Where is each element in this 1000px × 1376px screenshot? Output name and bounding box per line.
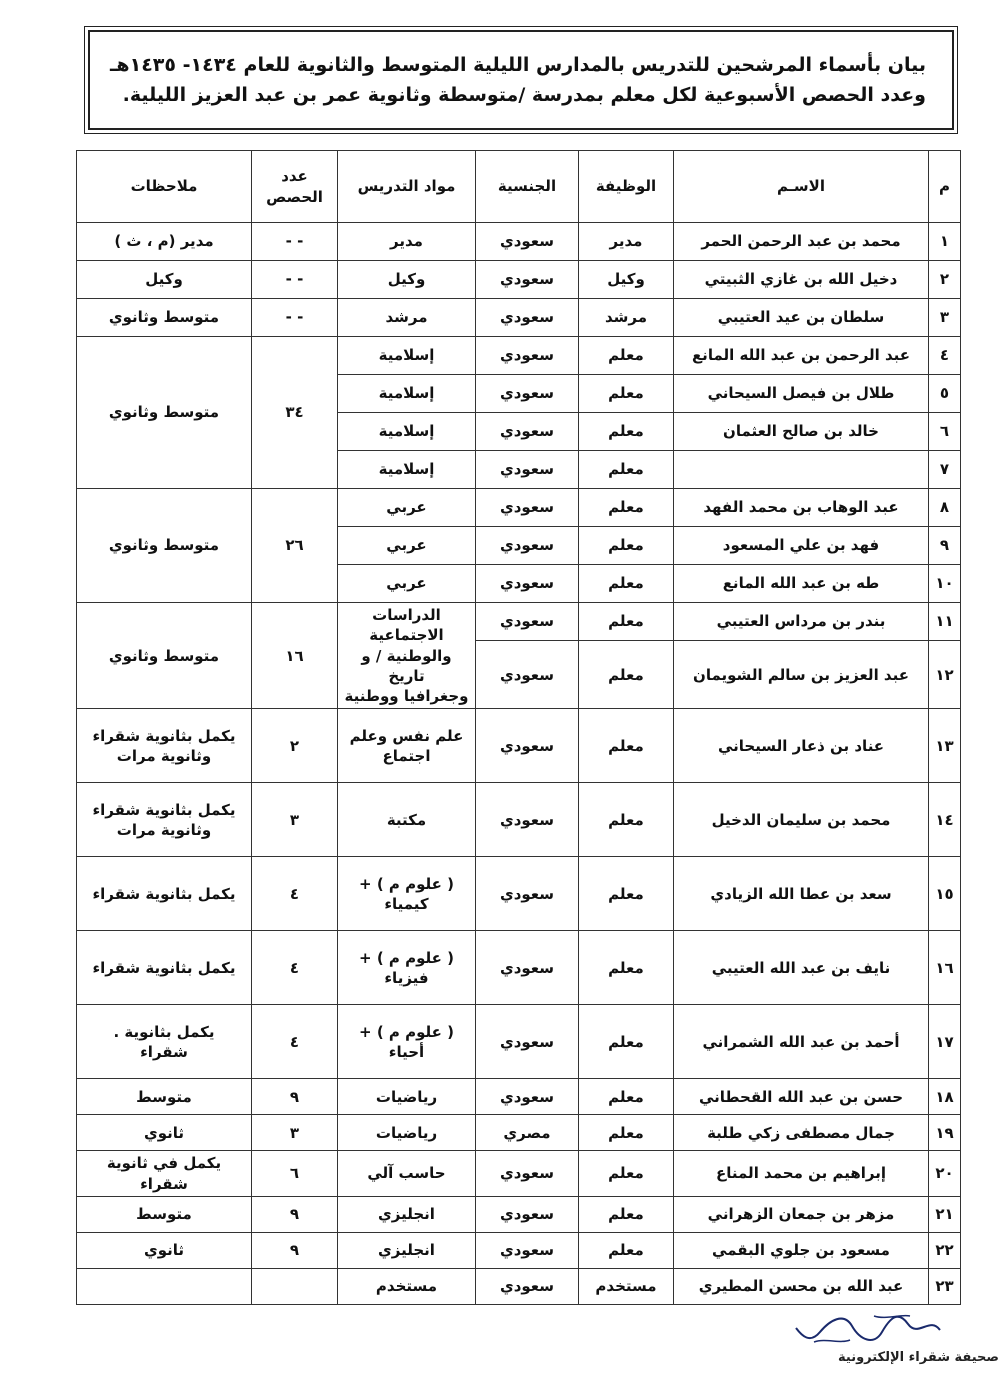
cell-job: معلم [579,783,674,857]
cell-nationality: مصري [476,1115,579,1151]
cell-num: ٢ [929,261,961,299]
cell-num: ١٨ [929,1079,961,1115]
cell-job: مستخدم [579,1268,674,1304]
cell-name: حسن بن عبد الله القحطاني [674,1079,929,1115]
cell-name: محمد بن سليمان الدخيل [674,783,929,857]
cell-nationality: سعودي [476,375,579,413]
cell-nationality: سعودي [476,857,579,931]
cell-job: مرشد [579,299,674,337]
cell-name: عبد الوهاب بن محمد الفهد [674,489,929,527]
cell-notes: ثانوي [77,1115,252,1151]
cell-num: ٢٣ [929,1268,961,1304]
handwritten-signature [790,1310,950,1346]
cell-job: معلم [579,527,674,565]
header-title-line-2: وعدد الحصص الأسبوعية لكل معلم بمدرسة /متوسطة وثانوية عمر بن عبد العزيز الليلية. [122,84,926,106]
cell-notes: متوسط [77,1079,252,1115]
cell-job: معلم [579,1005,674,1079]
cell-nationality: سعودي [476,1232,579,1268]
cell-nationality: سعودي [476,451,579,489]
cell-name: عبد العزيز بن سالم الشويمان [674,641,929,709]
cell-nationality: سعودي [476,1196,579,1232]
cell-job: معلم [579,375,674,413]
cell-job: معلم [579,857,674,931]
cell-job: معلم [579,451,674,489]
cell-name: دخيل الله بن غازي الثبيتي [674,261,929,299]
cell-name: عبد الرحمن بن عبد الله المانع [674,337,929,375]
cell-num: ٩ [929,527,961,565]
header-job: الوظيفة [579,151,674,223]
cell-subject: إسلامية [338,451,476,489]
cell-nationality: سعودي [476,1151,579,1197]
cell-notes: وكيل [77,261,252,299]
cell-nationality: سعودي [476,641,579,709]
newspaper-watermark: صحيفة شقراء الإلكترونية [838,1350,999,1365]
cell-nationality: سعودي [476,413,579,451]
cell-nationality: سعودي [476,565,579,603]
header-notes: ملاحظات [77,151,252,223]
cell-name: طه بن عبد الله المانع [674,565,929,603]
cell-num: ١٥ [929,857,961,931]
cell-periods [252,1268,338,1304]
table-row [77,1115,961,1151]
cell-notes: مدير (م ، ث ) [77,223,252,261]
cell-notes: متوسط [77,1196,252,1232]
cell-subject: ( علوم م ) + كيمياء [338,857,476,931]
cell-notes: متوسط وثانوي [77,337,252,489]
cell-notes: يكمل في ثانوية شقراء [77,1151,252,1197]
cell-num: ١١ [929,603,961,641]
cell-periods: ٩ [252,1232,338,1268]
cell-name: أحمد بن عبد الله الشمراني [674,1005,929,1079]
cell-name: بندر بن مرداس العتيبي [674,603,929,641]
cell-periods: ٢٦ [252,489,338,603]
cell-name: مسعود بن جلوي البقمي [674,1232,929,1268]
cell-job: معلم [579,565,674,603]
cell-num: ١٧ [929,1005,961,1079]
cell-job: معلم [579,1232,674,1268]
table-row [77,489,961,527]
cell-notes: متوسط وثانوي [77,299,252,337]
document-header [88,30,954,130]
cell-num: ١٤ [929,783,961,857]
table-row [77,603,961,641]
cell-subject: انجليزي [338,1232,476,1268]
cell-num: ١٢ [929,641,961,709]
cell-periods: ٩ [252,1196,338,1232]
cell-periods: ٣٤ [252,337,338,489]
cell-job: معلم [579,1151,674,1197]
cell-num: ٢٢ [929,1232,961,1268]
cell-subject: وكيل [338,261,476,299]
cell-periods: ٤ [252,1005,338,1079]
table-row [77,1151,961,1197]
cell-notes: ثانوي [77,1232,252,1268]
cell-num: ١٠ [929,565,961,603]
cell-subject: مكتبة [338,783,476,857]
table-row [77,261,961,299]
cell-subject: عربي [338,489,476,527]
cell-job: معلم [579,413,674,451]
cell-subject: رياضيات [338,1079,476,1115]
cell-num: ٢٠ [929,1151,961,1197]
cell-nationality: سعودي [476,603,579,641]
cell-job: معلم [579,641,674,709]
cell-job: معلم [579,1079,674,1115]
cell-num: ٣ [929,299,961,337]
cell-subject: مدير [338,223,476,261]
cell-notes [77,1268,252,1304]
cell-job: معلم [579,931,674,1005]
cell-job: معلم [579,337,674,375]
cell-subject: انجليزي [338,1196,476,1232]
cell-num: ٤ [929,337,961,375]
cell-notes: يكمل بثانوية . شقراء [77,1005,252,1079]
cell-nationality: سعودي [476,337,579,375]
cell-nationality: سعودي [476,223,579,261]
cell-nationality: سعودي [476,299,579,337]
cell-name: خالد بن صالح العثمان [674,413,929,451]
cell-nationality: سعودي [476,489,579,527]
cell-periods: ٤ [252,931,338,1005]
cell-num: ١٩ [929,1115,961,1151]
cell-subject: علم نفس وعلم اجتماع [338,709,476,783]
cell-notes: يكمل بثانوية شقراء وثانوية مرات [77,783,252,857]
cell-name: محمد بن عبد الرحمن الحمر [674,223,929,261]
cell-job: معلم [579,1196,674,1232]
cell-name: سعد بن عطا الله الزيادي [674,857,929,931]
cell-nationality: سعودي [476,709,579,783]
cell-num: ١٦ [929,931,961,1005]
cell-nationality: سعودي [476,931,579,1005]
cell-name: نايف بن عبد الله العتيبي [674,931,929,1005]
cell-subject: إسلامية [338,375,476,413]
cell-subject: عربي [338,527,476,565]
table-row [77,857,961,931]
cell-subject: إسلامية [338,413,476,451]
cell-nationality: سعودي [476,1079,579,1115]
cell-notes: متوسط وثانوي [77,603,252,709]
cell-nationality: سعودي [476,527,579,565]
cell-nationality: سعودي [476,1268,579,1304]
cell-name: عناد بن ذعار السيحاني [674,709,929,783]
table-row [77,1196,961,1232]
cell-subject: رياضيات [338,1115,476,1151]
cell-subject: ( علوم م ) + فيزياء [338,931,476,1005]
cell-name: طلال بن فيصل السيحاني [674,375,929,413]
cell-notes: متوسط وثانوي [77,489,252,603]
cell-name: إبراهيم بن محمد المناع [674,1151,929,1197]
cell-job: معلم [579,603,674,641]
cell-nationality: سعودي [476,261,579,299]
table-row [77,1232,961,1268]
cell-name: مزهر بن جمعان الزهراني [674,1196,929,1232]
cell-periods: - - [252,261,338,299]
cell-subject: عربي [338,565,476,603]
cell-nationality: سعودي [476,783,579,857]
cell-name: عبد الله بن محسن المطيري [674,1268,929,1304]
cell-num: ٢١ [929,1196,961,1232]
table-row [77,223,961,261]
cell-job: مدير [579,223,674,261]
cell-job: معلم [579,489,674,527]
header-num: م [929,151,961,223]
table-row [77,1268,961,1304]
header-subjects: مواد التدريس [338,151,476,223]
cell-notes: يكمل بثانوية شقراء [77,857,252,931]
cell-num: ٧ [929,451,961,489]
cell-subject: إسلامية [338,337,476,375]
header-name: الاسـم [674,151,929,223]
cell-periods: ٣ [252,1115,338,1151]
cell-subject: مرشد [338,299,476,337]
cell-periods: ٢ [252,709,338,783]
cell-periods: ٤ [252,857,338,931]
cell-periods: - - [252,299,338,337]
cell-job: معلم [579,709,674,783]
table-row [77,337,961,375]
cell-periods: ١٦ [252,603,338,709]
cell-periods: ٣ [252,783,338,857]
cell-periods: ٦ [252,1151,338,1197]
cell-notes: يكمل بثانوية شقراء وثانوية مرات [77,709,252,783]
cell-num: ٦ [929,413,961,451]
header-periods: عدد الحصص [252,151,338,223]
table-row [77,1079,961,1115]
cell-name: فهد بن علي المسعود [674,527,929,565]
table-row [77,299,961,337]
candidates-table [76,150,961,1305]
cell-name: جمال مصطفى زكي طلبة [674,1115,929,1151]
cell-name [674,451,929,489]
cell-notes: يكمل بثانوية شقراء [77,931,252,1005]
cell-subject: حاسب آلي [338,1151,476,1197]
cell-job: معلم [579,1115,674,1151]
cell-job: وكيل [579,261,674,299]
page-footer [0,1306,1000,1376]
cell-num: ٨ [929,489,961,527]
table-row [77,931,961,1005]
cell-nationality: سعودي [476,1005,579,1079]
cell-name: سلطان بن عيد العتيبي [674,299,929,337]
table-row [77,783,961,857]
header-title-line-1: بيان بأسماء المرشحين للتدريس بالمدارس الليلية المتوسط والثانوية للعام ١٤٣٤- ١٤٣٥هـ [109,54,926,76]
table-header-row [77,151,961,223]
cell-num: ٥ [929,375,961,413]
cell-subject: ( علوم م ) + أحياء [338,1005,476,1079]
cell-periods: ٩ [252,1079,338,1115]
table-row [77,1005,961,1079]
cell-subject: مستخدم [338,1268,476,1304]
cell-subject: الدراسات الاجتماعية والوطنية / و تاريخ وجغرافيا ووطنية [338,603,476,709]
cell-num: ١ [929,223,961,261]
header-nationality: الجنسية [476,151,579,223]
table-row [77,709,961,783]
cell-num: ١٣ [929,709,961,783]
cell-periods: - - [252,223,338,261]
